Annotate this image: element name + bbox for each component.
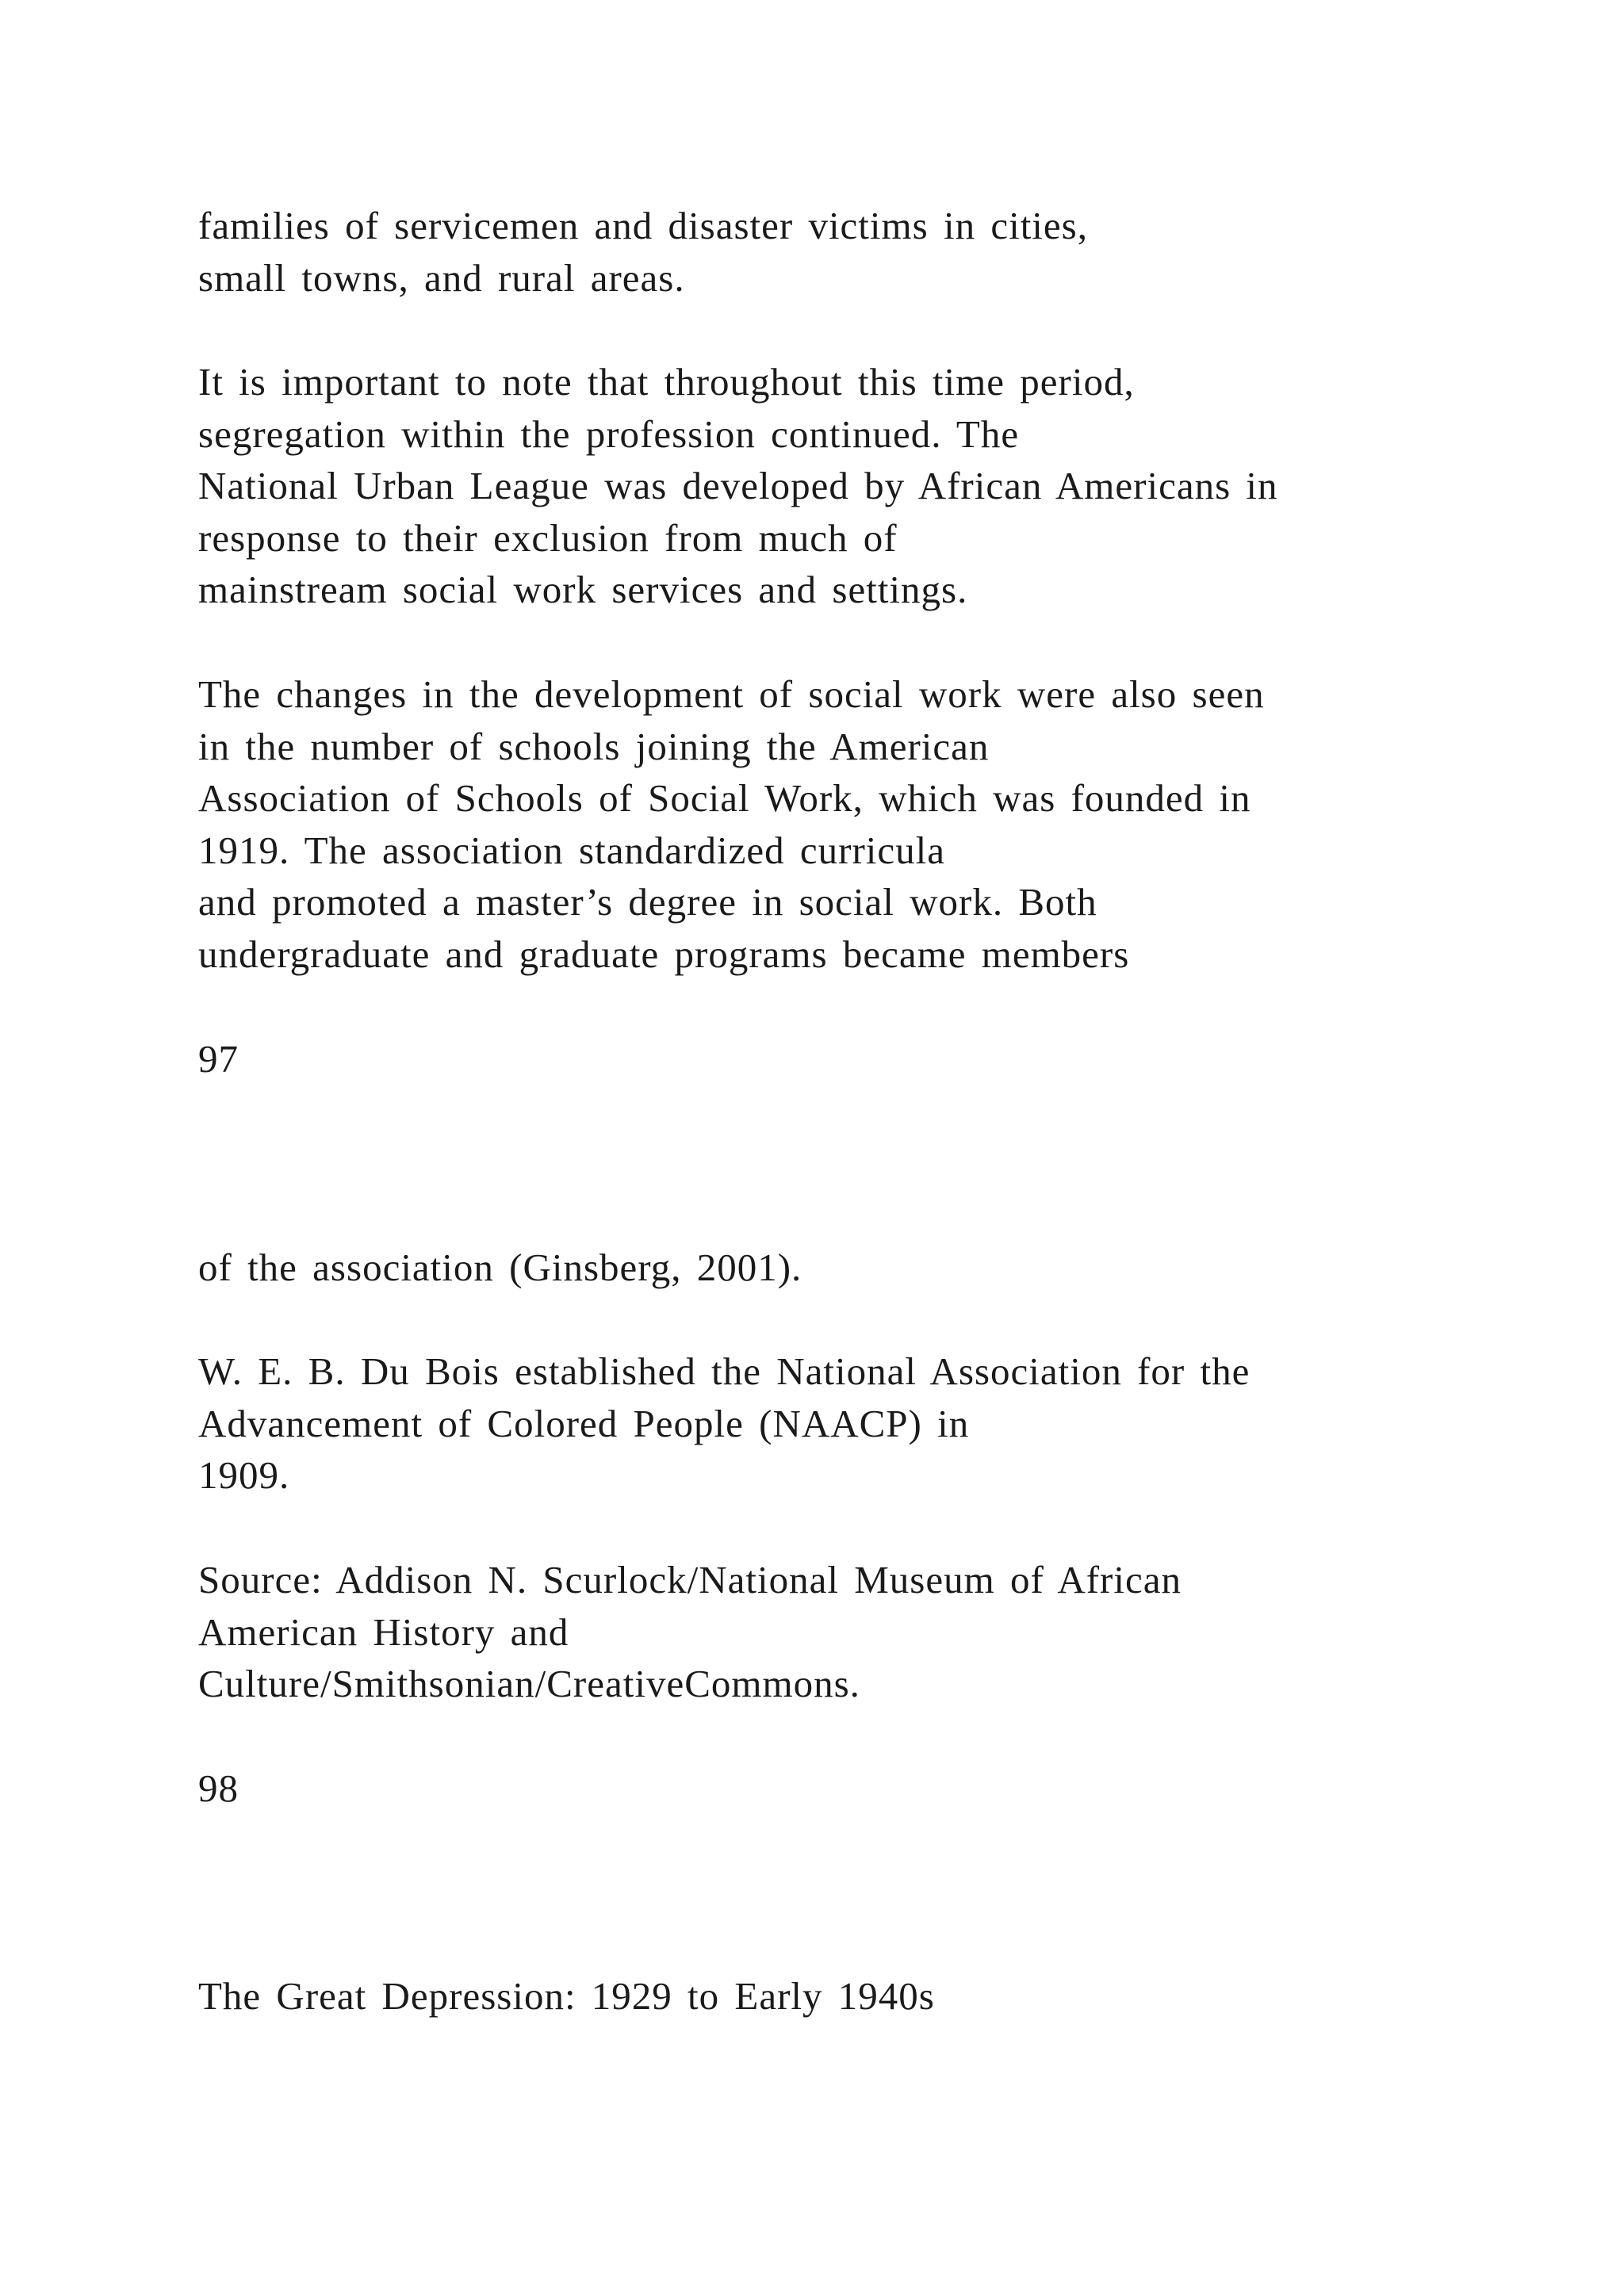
text-line: Advancement of Colored People (NAACP) in	[198, 1401, 970, 1445]
paragraph-2	[198, 356, 1562, 616]
paragraph-1	[198, 200, 1562, 304]
text-line: National Urban League was developed by African Americans in	[198, 464, 1278, 508]
paragraph-5	[198, 1345, 1562, 1502]
text-line: families of servicemen and disaster victims in cities,	[198, 204, 1088, 247]
text-line: Source: Addison N. Scurlock/National Museum of African	[198, 1558, 1182, 1601]
paragraph-6-image-source	[198, 1554, 1562, 1710]
text-line: The changes in the development of social work were also seen	[198, 672, 1265, 716]
section-heading	[198, 1970, 1562, 2022]
page-number-text: 97	[198, 1037, 239, 1081]
text-line: American History and	[198, 1609, 569, 1654]
text-line: W. E. B. Du Bois established the National Association for the	[198, 1349, 1251, 1393]
text-line: Culture/Smithsonian/CreativeCommons.	[198, 1662, 860, 1706]
text-line: 1909.	[198, 1453, 290, 1498]
page-number-text: 98	[198, 1766, 239, 1810]
text-line: in the number of schools joining the American	[198, 724, 990, 768]
text-line: It is important to note that throughout this time period,	[198, 360, 1135, 404]
text-line: 1919. The association standardized curricula	[198, 828, 945, 872]
page-number	[198, 1033, 1562, 1085]
text-line: response to their exclusion from much of	[198, 515, 898, 560]
section-heading-text: The Great Depression: 1929 to Early 1940s	[198, 1974, 935, 2018]
paragraph-4	[198, 1242, 1562, 1294]
text-line: undergraduate and graduate programs became members	[198, 932, 1130, 976]
text-line: Association of Schools of Social Work, which was founded in	[198, 776, 1251, 821]
text-line: of the association (Ginsberg, 2001).	[198, 1246, 802, 1289]
text-line: segregation within the profession continued. The	[198, 411, 1020, 456]
paragraph-3	[198, 668, 1562, 981]
text-line: and promoted a master’s degree in social work. Both	[198, 880, 1097, 924]
page-number	[198, 1762, 1562, 1815]
text-line: small towns, and rural areas.	[198, 255, 685, 300]
text-line: mainstream social work services and settings.	[198, 568, 968, 612]
